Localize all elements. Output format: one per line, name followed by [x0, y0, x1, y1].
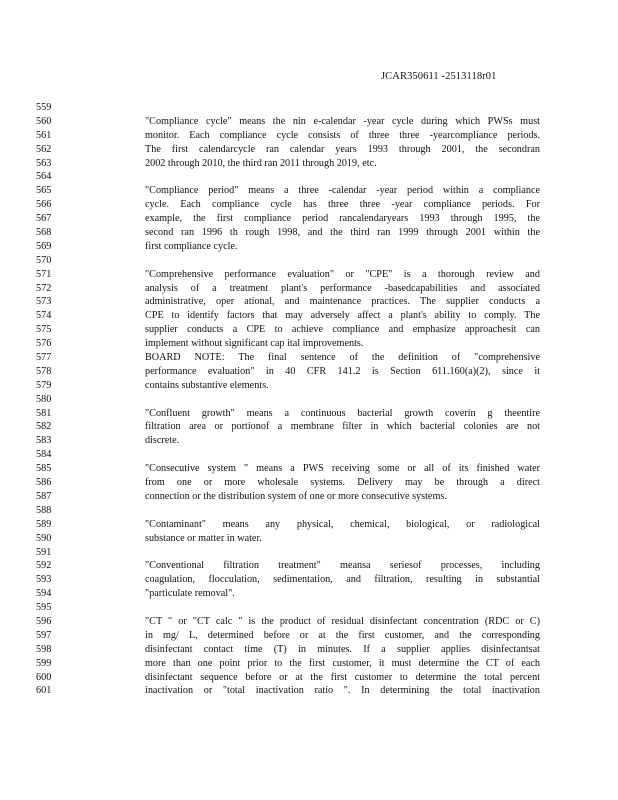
line-number: 574	[36, 310, 52, 322]
line-text: second ran 1996 th rough 1998, and the third ran 1999 through 2001 within the	[145, 227, 540, 239]
document-line	[36, 129, 596, 143]
document-line	[36, 184, 596, 198]
line-text	[145, 393, 540, 407]
line-text: coagulation, flocculation, sedimentation, and filtration, resulting in substantial	[145, 574, 540, 586]
document-line	[36, 532, 596, 546]
line-text: filtration area or portionof a membrane filter in which bacterial colonies are not	[145, 421, 540, 433]
document-line	[36, 448, 596, 462]
line-number: 583	[36, 435, 52, 447]
line-text: implement without significant cap ital improvements.	[145, 338, 364, 350]
line-text: analysis of a treatment plant's performance -basedcapabilities and associated	[145, 282, 540, 294]
document-line	[36, 476, 596, 490]
document-line	[36, 365, 596, 379]
line-text: "Compliance cycle" means the nin e-calendar -year cycle during which PWSs must	[145, 115, 540, 127]
line-text	[145, 448, 540, 462]
line-number: 601	[36, 685, 52, 697]
document-line	[36, 115, 596, 129]
line-text: "Consecutive system " means a PWS receiving some or all of its finished water	[145, 463, 540, 475]
document-line	[36, 601, 596, 615]
document-line	[36, 157, 596, 171]
line-number: 571	[36, 268, 52, 280]
document-line	[36, 559, 596, 573]
document-line	[36, 671, 596, 685]
line-text: CPE to identify factors that may adversely affect a plant's ability to comply. The	[145, 310, 540, 322]
line-number: 584	[36, 449, 52, 461]
line-number: 565	[36, 185, 52, 197]
line-number: 594	[36, 588, 52, 600]
document-line	[36, 323, 596, 337]
line-number: 592	[36, 560, 52, 572]
line-text: more than one point prior to the first customer, it must determine the CT of each	[145, 657, 540, 669]
line-number: 590	[36, 532, 52, 544]
document-line	[36, 240, 596, 254]
line-number: 586	[36, 477, 52, 489]
line-number: 563	[36, 157, 52, 169]
line-number: 599	[36, 657, 52, 669]
line-number: 568	[36, 227, 52, 239]
document-line	[36, 684, 596, 698]
line-number: 577	[36, 352, 52, 364]
document-line	[36, 143, 596, 157]
line-text: discrete.	[145, 435, 180, 447]
line-number: 569	[36, 240, 52, 252]
line-text: connection or the distribution system of one or more consecutive systems.	[145, 490, 447, 502]
document-line	[36, 546, 596, 560]
line-number: 562	[36, 143, 52, 155]
line-number: 600	[36, 671, 52, 683]
line-number: 567	[36, 213, 52, 225]
document-id-header: JCAR350611 -2513118r01	[381, 71, 497, 82]
document-line	[36, 393, 596, 407]
document-line	[36, 643, 596, 657]
line-text: monitor. Each compliance cycle consists of three three -yearcompliance periods.	[145, 129, 540, 141]
line-text	[145, 254, 540, 268]
line-text: performance evaluation" in 40 CFR 141.2 is Section 611.160(a)(2), since it	[145, 365, 540, 377]
line-text: "Confluent growth" means a continuous bacterial growth coverin g theentire	[145, 407, 540, 419]
line-number: 582	[36, 421, 52, 433]
line-number: 561	[36, 129, 52, 141]
line-text: supplier conducts a CPE to achieve compliance and emphasize approachesit can	[145, 324, 540, 336]
line-number: 579	[36, 379, 52, 391]
document-line	[36, 226, 596, 240]
document-line	[36, 295, 596, 309]
line-text: "Conventional filtration treatment" meansa seriesof processes, including	[145, 560, 540, 572]
line-number: 585	[36, 463, 52, 475]
line-text: disinfectant contact time (T) in minutes. If a supplier applies disinfectantsat	[145, 643, 540, 655]
line-number: 566	[36, 199, 52, 211]
line-number: 596	[36, 615, 52, 627]
line-number: 595	[36, 602, 52, 614]
line-number: 591	[36, 546, 52, 558]
line-text: "Comprehensive performance evaluation" or "CPE" is a thorough review and	[145, 268, 540, 280]
line-number: 559	[36, 102, 52, 113]
line-number: 597	[36, 629, 52, 641]
line-number: 587	[36, 490, 52, 502]
line-text: from one or more wholesale systems. Delivery may be through a direct	[145, 477, 540, 489]
line-number: 580	[36, 393, 52, 405]
document-line	[36, 490, 596, 504]
line-text	[145, 101, 540, 115]
document-line	[36, 309, 596, 323]
document-line	[36, 504, 596, 518]
document-line	[36, 518, 596, 532]
document-line	[36, 268, 596, 282]
document-line	[36, 615, 596, 629]
line-text: administrative, oper ational, and maintenance practices. The supplier conducts a	[145, 296, 540, 308]
line-text: inactivation or "total inactivation ratio ". In determining the total inactivation	[145, 685, 540, 697]
document-line	[36, 462, 596, 476]
line-text	[145, 504, 540, 518]
line-number: 564	[36, 171, 52, 183]
line-number: 576	[36, 338, 52, 350]
line-number: 570	[36, 254, 52, 266]
document-line	[36, 254, 596, 268]
line-text: "particulate removal".	[145, 588, 235, 600]
line-text: "Contaminant" means any physical, chemical, biological, or radiological	[145, 518, 540, 530]
line-text: example, the first compliance period rancalendaryears 1993 through 1995, the	[145, 213, 540, 225]
line-number: 588	[36, 504, 52, 516]
line-text	[145, 601, 540, 615]
line-number: 593	[36, 574, 52, 586]
line-text: in mg/ L, determined before or at the first customer, and the corresponding	[145, 629, 540, 641]
line-number: 560	[36, 115, 52, 127]
document-line	[36, 434, 596, 448]
document-line	[36, 170, 596, 184]
document-line	[36, 101, 596, 115]
document-line	[36, 407, 596, 421]
line-text	[145, 170, 540, 184]
line-number: 589	[36, 518, 52, 530]
line-text: "Compliance period" means a three -calendar -year period within a compliance	[145, 185, 540, 197]
document-line	[36, 198, 596, 212]
line-number: 581	[36, 407, 52, 419]
line-number: 598	[36, 643, 52, 655]
line-number: 575	[36, 324, 52, 336]
line-text: disinfectant sequence before or at the first customer to determine the total percent	[145, 671, 540, 683]
line-text: contains substantive elements.	[145, 379, 269, 391]
document-line	[36, 282, 596, 296]
document-line	[36, 212, 596, 226]
line-text: BOARD NOTE: The final sentence of the definition of "comprehensive	[145, 352, 540, 364]
line-text: The first calendarcycle ran calendar years 1993 through 2001, the secondran	[145, 143, 540, 155]
document-line	[36, 420, 596, 434]
document-line	[36, 657, 596, 671]
line-text: substance or matter in water.	[145, 532, 262, 544]
document-body	[36, 101, 596, 698]
line-text: cycle. Each compliance cycle has three three -year compliance periods. For	[145, 199, 540, 211]
line-number: 573	[36, 296, 52, 308]
line-text: first compliance cycle.	[145, 240, 238, 252]
document-line	[36, 573, 596, 587]
document-line	[36, 351, 596, 365]
document-line	[36, 587, 596, 601]
line-text	[145, 546, 540, 560]
document-line	[36, 379, 596, 393]
line-text: "CT " or "CT calc " is the product of residual disinfectant concentration (RDC or C)	[145, 615, 540, 627]
line-number: 572	[36, 282, 52, 294]
document-line	[36, 629, 596, 643]
line-number: 578	[36, 365, 52, 377]
line-text: 2002 through 2010, the third ran 2011 through 2019, etc.	[145, 157, 377, 169]
document-line	[36, 337, 596, 351]
